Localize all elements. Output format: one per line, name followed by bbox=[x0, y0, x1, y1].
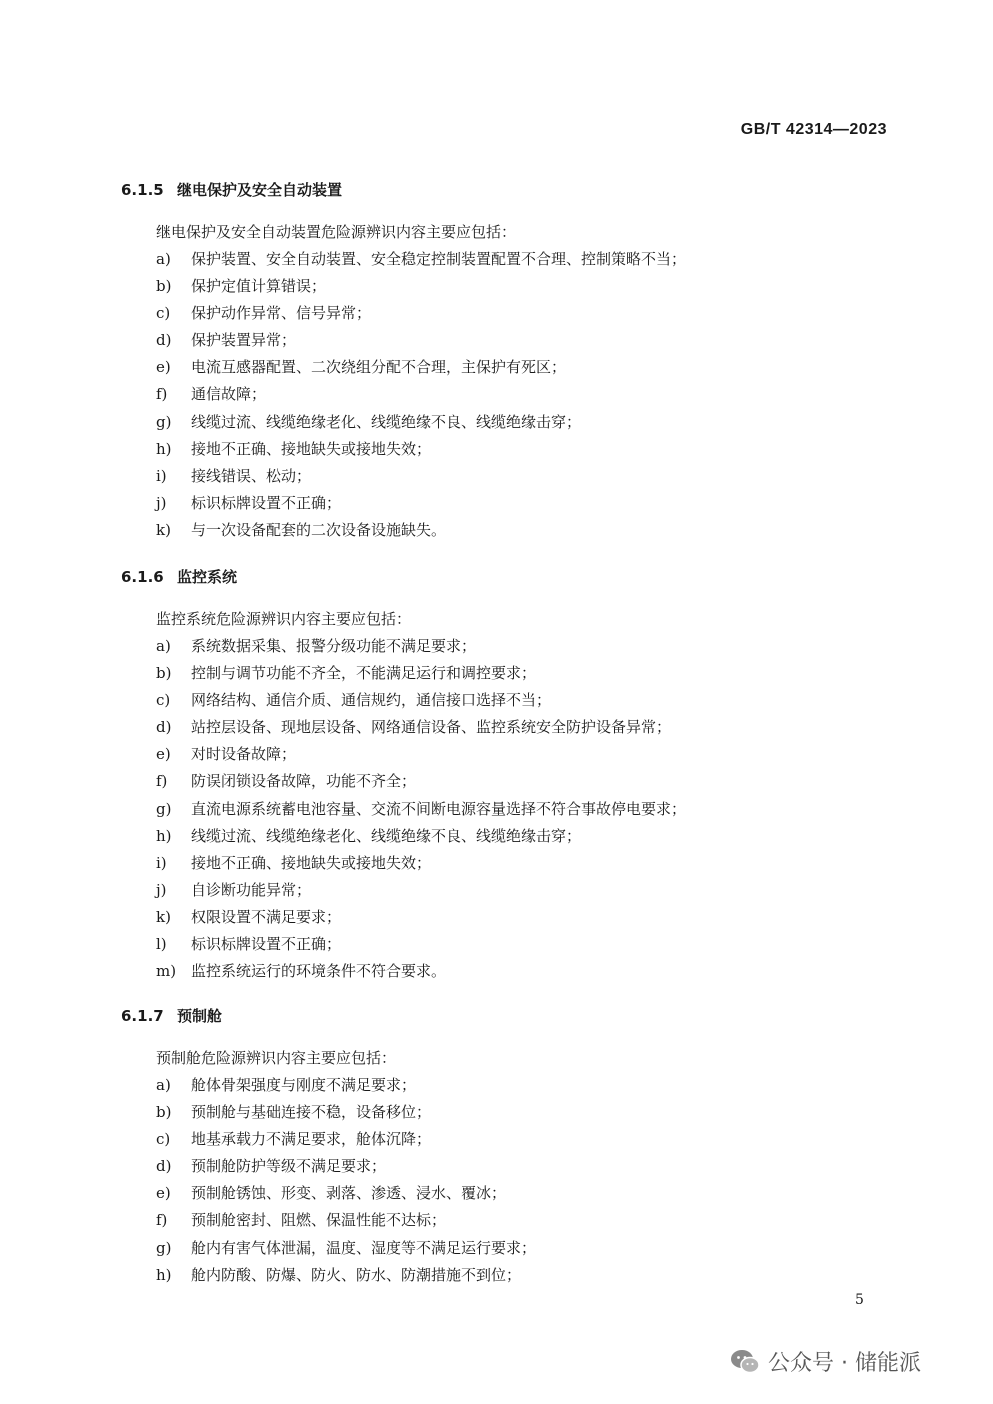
item-list bbox=[121, 246, 893, 544]
item-label: c) bbox=[156, 304, 171, 323]
section-heading bbox=[121, 1003, 893, 1029]
item-text: 控制与调节功能不齐全，不能满足运行和调控要求； bbox=[191, 664, 537, 683]
list-item bbox=[121, 1207, 893, 1234]
list-item bbox=[121, 1262, 893, 1289]
item-text: 保护装置异常； bbox=[191, 331, 297, 350]
item-label: a) bbox=[156, 1076, 171, 1094]
item-label: g) bbox=[156, 412, 172, 431]
item-text: 预制舱密封、阻燃、保温性能不达标； bbox=[191, 1211, 447, 1230]
item-label: a) bbox=[156, 637, 171, 655]
section-number: 6.1.5 bbox=[121, 181, 164, 199]
section-intro: 继电保护及安全自动装置危险源辨识内容主要应包括： bbox=[156, 223, 517, 241]
item-text: 接地不正确、接地缺失或接地失效； bbox=[191, 439, 432, 458]
item-label: f) bbox=[156, 772, 168, 791]
item-label: j) bbox=[156, 880, 167, 899]
item-text: 自诊断功能异常； bbox=[191, 880, 312, 899]
item-text: 预制舱锈蚀、形变、剥落、渗透、浸水、覆冰； bbox=[191, 1184, 507, 1203]
list-item bbox=[121, 490, 893, 517]
item-label: k) bbox=[156, 520, 171, 539]
list-item bbox=[121, 1072, 893, 1099]
list-item bbox=[121, 463, 893, 490]
item-list bbox=[121, 633, 893, 985]
item-text: 站控层设备、现地层设备、网络通信设备、监控系统安全防护设备异常； bbox=[191, 718, 672, 737]
item-text: 标识标牌设置不正确； bbox=[191, 935, 342, 954]
list-item bbox=[121, 850, 893, 877]
item-text: 直流电源系统蓄电池容量、交流不间断电源容量选择不符合事故停电要求； bbox=[191, 799, 687, 818]
item-label: h) bbox=[156, 826, 172, 845]
item-label: k) bbox=[156, 907, 171, 926]
list-item bbox=[121, 660, 893, 687]
item-label: e) bbox=[156, 1184, 171, 1203]
item-label: m) bbox=[156, 962, 177, 981]
list-item bbox=[121, 904, 893, 931]
item-text: 舱内有害气体泄漏，温度、湿度等不满足运行要求； bbox=[191, 1238, 537, 1257]
section-6-1-5 bbox=[121, 177, 893, 544]
item-label: e) bbox=[156, 358, 171, 377]
section-intro: 监控系统危险源辨识内容主要应包括： bbox=[156, 610, 412, 628]
item-label: b) bbox=[156, 664, 172, 683]
list-item bbox=[121, 1180, 893, 1207]
item-text: 电流互感器配置、二次绕组分配不合理，主保护有死区； bbox=[191, 358, 567, 377]
list-item bbox=[121, 246, 893, 273]
list-item bbox=[121, 823, 893, 850]
list-item bbox=[121, 796, 893, 823]
section-number: 6.1.7 bbox=[121, 1007, 164, 1025]
list-item bbox=[121, 436, 893, 463]
item-label: h) bbox=[156, 1265, 172, 1284]
list-item bbox=[121, 931, 893, 958]
list-item bbox=[121, 687, 893, 714]
list-item bbox=[121, 1126, 893, 1153]
item-text: 接地不正确、接地缺失或接地失效； bbox=[191, 853, 432, 872]
list-item bbox=[121, 958, 893, 985]
item-label: d) bbox=[156, 331, 172, 350]
item-label: b) bbox=[156, 1103, 172, 1122]
item-text: 通信故障； bbox=[191, 385, 267, 404]
item-text: 接线错误、松动； bbox=[191, 466, 312, 485]
list-item bbox=[121, 633, 893, 660]
section-intro: 预制舱危险源辨识内容主要应包括： bbox=[156, 1049, 397, 1067]
item-label: c) bbox=[156, 1130, 171, 1149]
list-item bbox=[121, 300, 893, 327]
list-item bbox=[121, 714, 893, 741]
item-text: 预制舱与基础连接不稳，设备移位； bbox=[191, 1103, 432, 1122]
section-6-1-6 bbox=[121, 564, 893, 985]
item-text: 舱内防酸、防爆、防火、防水、防潮措施不到位； bbox=[191, 1265, 522, 1284]
list-item bbox=[121, 327, 893, 354]
item-text: 权限设置不满足要求； bbox=[191, 907, 342, 926]
item-text: 预制舱防护等级不满足要求； bbox=[191, 1157, 387, 1176]
item-text: 对时设备故障； bbox=[191, 745, 297, 764]
section-title: 继电保护及安全自动装置 bbox=[177, 181, 343, 199]
item-label: e) bbox=[156, 745, 171, 764]
item-label: h) bbox=[156, 439, 172, 458]
section-title: 预制舱 bbox=[177, 1007, 223, 1025]
wechat-icon bbox=[730, 1349, 760, 1375]
item-label: f) bbox=[156, 1211, 168, 1230]
item-text: 保护装置、安全自动装置、安全稳定控制装置配置不合理、控制策略不当； bbox=[191, 250, 687, 268]
list-item bbox=[121, 768, 893, 795]
item-text: 网络结构、通信介质、通信规约，通信接口选择不当； bbox=[191, 691, 552, 710]
item-text: 保护动作异常、信号异常； bbox=[191, 304, 372, 323]
item-label: i) bbox=[156, 853, 167, 872]
list-item bbox=[121, 1153, 893, 1180]
section-heading bbox=[121, 564, 893, 590]
list-item bbox=[121, 1099, 893, 1126]
item-text: 地基承载力不满足要求，舱体沉降； bbox=[191, 1130, 432, 1149]
item-label: i) bbox=[156, 466, 167, 485]
item-text: 线缆过流、线缆绝缘老化、线缆绝缘不良、线缆绝缘击穿； bbox=[191, 826, 582, 845]
item-label: j) bbox=[156, 493, 167, 512]
list-item bbox=[121, 741, 893, 768]
item-label: d) bbox=[156, 1157, 172, 1176]
item-text: 监控系统运行的环境条件不符合要求。 bbox=[191, 962, 447, 981]
standard-code: GB/T 42314—2023 bbox=[740, 121, 887, 138]
section-number: 6.1.6 bbox=[121, 568, 164, 586]
item-list bbox=[121, 1072, 893, 1289]
item-label: a) bbox=[156, 250, 171, 268]
item-label: b) bbox=[156, 277, 172, 296]
page-number: 5 bbox=[855, 1292, 864, 1308]
item-label: g) bbox=[156, 1238, 172, 1257]
list-item bbox=[121, 877, 893, 904]
item-label: d) bbox=[156, 718, 172, 737]
item-text: 线缆过流、线缆绝缘老化、线缆绝缘不良、线缆绝缘击穿； bbox=[191, 412, 582, 431]
item-label: g) bbox=[156, 799, 172, 818]
list-item bbox=[121, 273, 893, 300]
item-text: 标识标牌设置不正确； bbox=[191, 493, 342, 512]
watermark-text: 公众号 · 储能派 bbox=[768, 1351, 921, 1376]
section-heading bbox=[121, 177, 893, 203]
list-item bbox=[121, 409, 893, 436]
list-item bbox=[121, 381, 893, 408]
item-text: 保护定值计算错误； bbox=[191, 277, 327, 296]
item-text: 防误闭锁设备故障，功能不齐全； bbox=[191, 772, 417, 791]
item-text: 系统数据采集、报警分级功能不满足要求； bbox=[191, 637, 477, 655]
section-title: 监控系统 bbox=[177, 568, 238, 586]
section-6-1-7 bbox=[121, 1003, 893, 1289]
item-label: c) bbox=[156, 691, 171, 710]
list-item bbox=[121, 354, 893, 381]
item-label: l) bbox=[156, 935, 167, 954]
item-text: 舱体骨架强度与刚度不满足要求； bbox=[191, 1076, 417, 1094]
list-item bbox=[121, 1235, 893, 1262]
item-label: f) bbox=[156, 385, 168, 404]
watermark bbox=[730, 1346, 921, 1377]
list-item bbox=[121, 517, 893, 544]
item-text: 与一次设备配套的二次设备设施缺失。 bbox=[191, 520, 447, 539]
